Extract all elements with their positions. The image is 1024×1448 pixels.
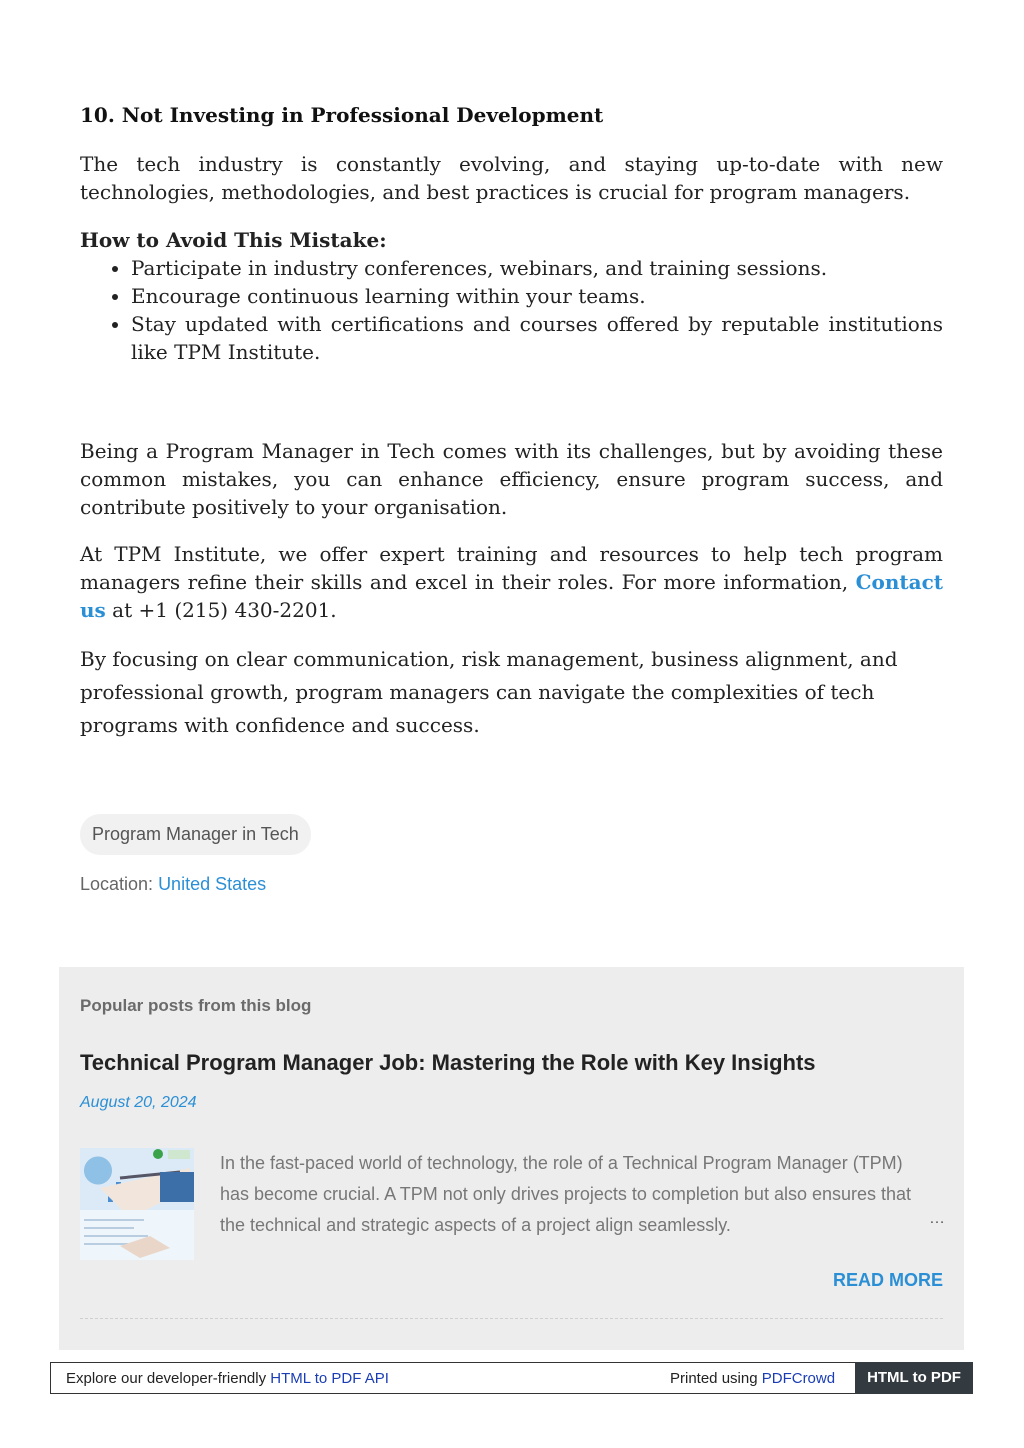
contact-phone-text: at +1 (215) 430-2201. xyxy=(105,598,337,622)
html-to-pdf-api-link[interactable]: HTML to PDF API xyxy=(270,1370,389,1387)
tips-list xyxy=(80,254,943,366)
list-item: • Participate in industry conferences, webinars, and training sessions. xyxy=(131,254,943,282)
list-item: • Encourage continuous learning within your teams. xyxy=(131,282,943,310)
footer-explore xyxy=(66,1370,389,1387)
closing-paragraph: By focusing on clear communication, risk management, business alignment, and professional growth, program managers can navigate the complexities of tech programs with confidence and success. xyxy=(80,647,898,737)
html-to-pdf-button[interactable]: HTML to PDF xyxy=(855,1362,973,1394)
location xyxy=(80,874,266,895)
contact-text: At TPM Institute, we offer expert training and resources to help tech program managers refine their skills and excel in their roles. For more information, xyxy=(80,542,943,594)
post-date: August 20, 2024 xyxy=(80,1094,197,1111)
footer-explore-text: Explore our developer-friendly xyxy=(66,1370,271,1387)
list-item: • Stay updated with certifications and courses offered by reputable institutions like TPM Institute. xyxy=(131,310,943,366)
contact-us-link[interactable]: Contact us xyxy=(80,570,943,622)
avoid-label: How to Avoid This Mistake: xyxy=(80,228,387,252)
section-heading: 10. Not Investing in Professional Development xyxy=(80,103,604,127)
location-label: Location: xyxy=(80,874,159,894)
location-link[interactable]: United States xyxy=(158,874,267,894)
footer-printed-text: Printed using xyxy=(670,1370,762,1387)
post-thumbnail[interactable] xyxy=(80,1148,194,1260)
read-more-link[interactable]: READ MORE xyxy=(832,1270,943,1290)
contact-paragraph xyxy=(80,540,943,624)
ellipsis-icon[interactable]: … xyxy=(929,1210,945,1227)
popular-heading: Popular posts from this blog xyxy=(80,996,312,1015)
label-chip[interactable]: Program Manager in Tech xyxy=(80,814,311,855)
conclusion-paragraph: Being a Program Manager in Tech comes with its challenges, but by avoiding these common mistakes, you can enhance efficiency, ensure program success, and contribute positively to your organisation. xyxy=(80,439,943,519)
pdfcrowd-footer xyxy=(50,1362,973,1394)
post-title[interactable]: Technical Program Manager Job: Mastering the Role with Key Insights xyxy=(80,1050,816,1075)
chart-thumbnail-icon xyxy=(80,1148,194,1260)
post-snippet: In the fast-paced world of technology, the role of a Technical Program Manager (TPM) has become crucial. A TPM not only drives projects to completion but also ensures that the technical and strategic aspects of a project align seamlessly. xyxy=(220,1153,912,1235)
popular-posts xyxy=(59,967,964,1350)
pdfcrowd-link[interactable]: PDFCrowd xyxy=(761,1370,836,1387)
divider xyxy=(80,1318,943,1319)
footer-printed xyxy=(670,1370,835,1387)
section-paragraph: The tech industry is constantly evolving, and staying up-to-date with new technologies, methodologies, and best practices is crucial for program managers. xyxy=(80,152,943,204)
